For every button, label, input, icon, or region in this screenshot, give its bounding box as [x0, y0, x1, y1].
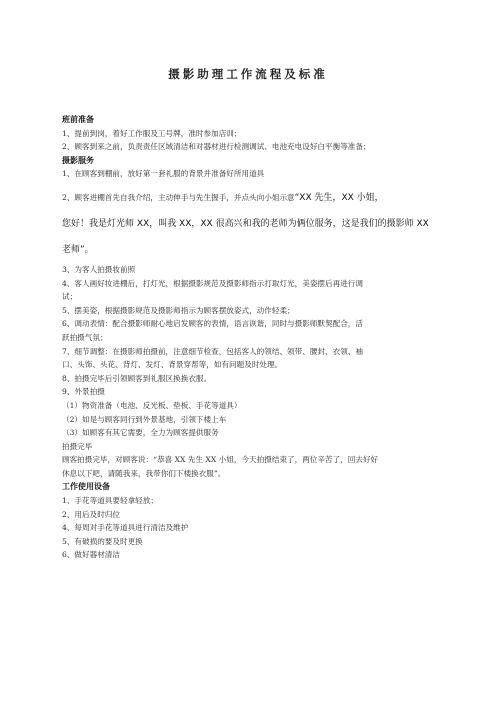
greeting-quote: “XX 先生，XX 小姐， [294, 192, 384, 203]
text-line: 8、拍摄完毕后引领顾客到礼服区换换衣服。 [62, 373, 212, 383]
text-line: 5、摆美姿，根据摄影规范及摄影师指示为顾客摆放姿式，动作轻柔； [62, 305, 295, 315]
text-line: 休息以下吧，请随我来，我带你们下楼换衣服”。 [62, 468, 226, 478]
text-line: 1、提前到岗，着好工作服及工号牌，准时参加店训； [62, 128, 242, 138]
greeting-quote-line: 老师”。 [62, 244, 94, 255]
text-line: 顾客拍摄完毕，对顾客说：“恭喜 XX 先生 XX 小姐，今天拍摄结束了，两位辛苦了，回去好好 [62, 455, 379, 465]
text-line: 6、调动表情：配合摄影师耐心地启发顾客的表情，语言诙谐，同时与摄影师默契配合，活 [62, 319, 363, 329]
text-line: 1、在顾客到棚前，放好第一套礼服的背景并准备好所用道具 [62, 169, 265, 179]
text-line: （2）如是与顾客同行到外景基地，引领下楼上车 [62, 414, 227, 424]
text-line: 跃拍摄气氛； [62, 332, 108, 342]
section-heading-equipment: 工作使用设备 [62, 482, 110, 492]
section-heading-pre-work: 班前准备 [62, 115, 94, 124]
text-line: 5、有破损的要及时更换 [62, 536, 143, 546]
text-line: 7、细节调整：在摄影师拍摄前，注意细节检查，包括客人的领结、领带、腰封、衣领、袖 [62, 346, 363, 356]
text-line: 2、顾客到来之前，负责责任区域清洁和对器材进行检测调试、电池充电设好白平衡等准备； [62, 142, 371, 152]
text-line: 2、用后及时归位 [62, 509, 120, 519]
greeting-quote-line: 您好！我是灯光师 XX，叫我 XX，XX 很高兴和我的老师为俩位服务，这是我们的摄影师 XX [62, 218, 429, 229]
text-line: 9、外景拍摄 [62, 387, 105, 397]
service-steps [62, 263, 440, 481]
greeting-intro: 2、顾客进棚首先自我介绍，主动伸手与先生握手，并点头向小姐示意 [62, 192, 295, 202]
text-line: （1）物资准备（电池、反光板、垫板、手花等道具） [62, 400, 242, 410]
text-line: 拍摄完毕 [62, 441, 93, 451]
text-line: 3、为客人拍摄妆前照 [62, 264, 136, 274]
greeting-paragraph [62, 191, 440, 257]
section-heading-service: 摄影服务 [62, 155, 94, 165]
text-line: 1、手花等道具要轻拿轻放； [62, 496, 158, 506]
document-body [62, 113, 440, 562]
text-line: （3）如顾客有其它需要，全力为顾客提供服务 [62, 428, 219, 438]
text-line: 4、客人画好妆进棚后，打灯光，根据摄影规范及摄影师指示打取灯光，美姿摆后再进行调 [62, 278, 363, 288]
text-line [62, 191, 440, 205]
text-line: 口、头饰、头花、背灯、发灯、背景穿帮等，如有问题及时处理。 [62, 360, 283, 370]
text-line: 试； [62, 292, 78, 302]
text-line: 6、做好器材清洁 [62, 550, 120, 560]
text-line: 4、每周对手花等道具进行清洁及维护 [62, 523, 189, 533]
document-title: 摄影助理工作流程及标准 [168, 67, 328, 81]
